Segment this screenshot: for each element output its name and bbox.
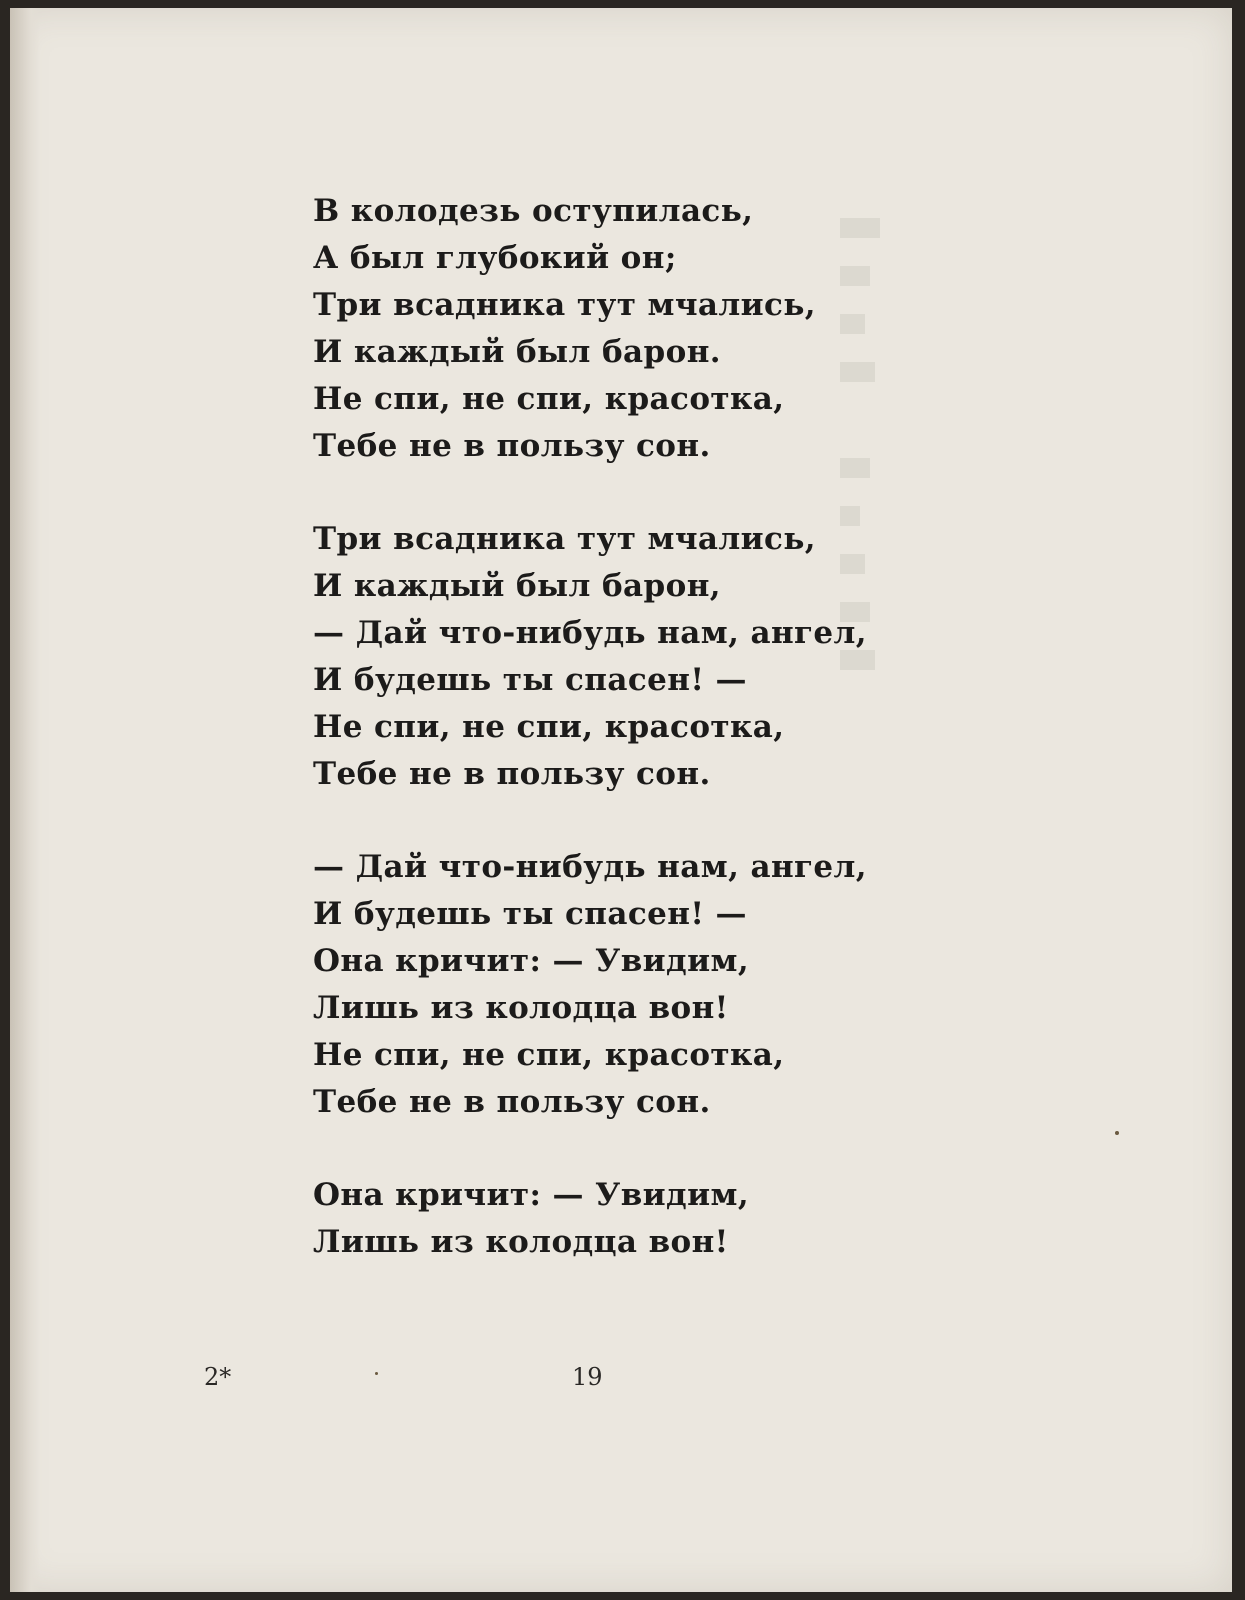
stanza	[313, 844, 933, 1126]
paper-speck	[375, 1372, 378, 1375]
poem-line: Она кричит: — Увидим,	[313, 1177, 750, 1213]
stanza	[313, 188, 933, 470]
poem-line: — Дай что-нибудь нам, ангел,	[313, 615, 868, 651]
stanza	[313, 1172, 933, 1266]
poem-line: Три всадника тут мчались,	[313, 521, 816, 557]
poem-line: Тебе не в пользу сон.	[313, 428, 711, 464]
poem-line: И каждый был барон,	[313, 568, 721, 604]
poem-text	[313, 188, 933, 1266]
poem-line: В колодезь оступилась,	[313, 193, 754, 229]
poem-line: И каждый был барон.	[313, 334, 721, 370]
poem-line: Не спи, не спи, красотка,	[313, 381, 785, 417]
poem-line: А был глубокий он;	[313, 240, 677, 276]
page-number: 19	[572, 1363, 603, 1391]
poem-line: Три всадника тут мчались,	[313, 287, 816, 323]
poem-line: И будешь ты спасен! —	[313, 896, 747, 932]
poem-line: Она кричит: — Увидим,	[313, 943, 750, 979]
stanza-gap	[313, 470, 933, 516]
poem-line: — Дай что-нибудь нам, ангел,	[313, 849, 868, 885]
page-binding-edge	[10, 8, 40, 1592]
poem-line: И будешь ты спасен! —	[313, 662, 747, 698]
poem-line: Тебе не в пользу сон.	[313, 756, 711, 792]
stanza-gap	[313, 1126, 933, 1172]
stanza-gap	[313, 798, 933, 844]
stanza	[313, 516, 933, 798]
poem-line: Тебе не в пользу сон.	[313, 1084, 711, 1120]
poem-line: Лишь из колодца вон!	[313, 1224, 729, 1260]
poem-line: Не спи, не спи, красотка,	[313, 1037, 785, 1073]
poem-line: Не спи, не спи, красотка,	[313, 709, 785, 745]
printer-signature-mark: 2*	[204, 1363, 232, 1391]
poem-line: Лишь из колодца вон!	[313, 990, 729, 1026]
paper-speck	[1115, 1131, 1119, 1135]
